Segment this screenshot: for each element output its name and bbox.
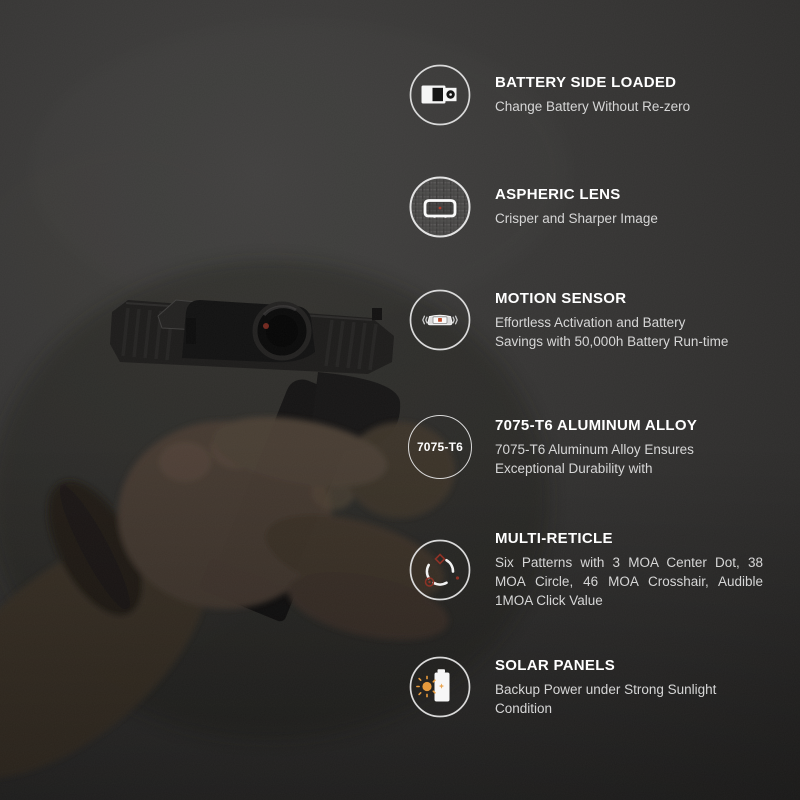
feature-title: SOLAR PANELS — [495, 656, 615, 674]
aspheric-lens-icon — [408, 175, 472, 239]
feature-description: Crisper and Sharper Image — [495, 211, 658, 226]
battery-side-loaded-icon — [408, 63, 472, 127]
badge-text: 7075-T6 — [416, 440, 464, 454]
feature-multi-reticle — [408, 530, 763, 610]
feature-title: BATTERY SIDE LOADED — [495, 74, 677, 91]
feature-title: MOTION SENSOR — [495, 289, 627, 307]
multi-reticle-icon — [408, 538, 472, 602]
feature-aluminum-alloy — [408, 415, 735, 479]
feature-title: MULTI-RETICLE — [495, 530, 613, 547]
feature-motion-sensor — [408, 288, 733, 352]
feature-solar-panels — [408, 655, 743, 719]
feature-description: Six Patterns with 3 MOA Center Dot, 38 MOA Circle, 46 MOA Crosshair, Audible 1MOA Click Value — [495, 555, 763, 608]
motion-sensor-icon — [408, 288, 472, 352]
feature-battery-side-loaded — [408, 63, 745, 127]
feature-description: Effortless Activation and Battery Savings with 50,000h Battery Run-time — [495, 314, 729, 349]
feature-title: 7075-T6 ALUMINUM ALLOY — [495, 416, 698, 434]
feature-description: 7075-T6 Aluminum Alloy Ensures Exceptional Durability with — [495, 441, 694, 476]
solar-panels-icon — [408, 655, 472, 719]
feature-description: Change Battery Without Re-zero — [495, 99, 691, 114]
feature-aspheric-lens — [408, 175, 745, 239]
feature-title: ASPHERIC LENS — [495, 186, 621, 203]
7075-t6-badge-icon — [408, 415, 472, 479]
feature-description: Backup Power under Strong Sunlight Condition — [495, 681, 717, 716]
